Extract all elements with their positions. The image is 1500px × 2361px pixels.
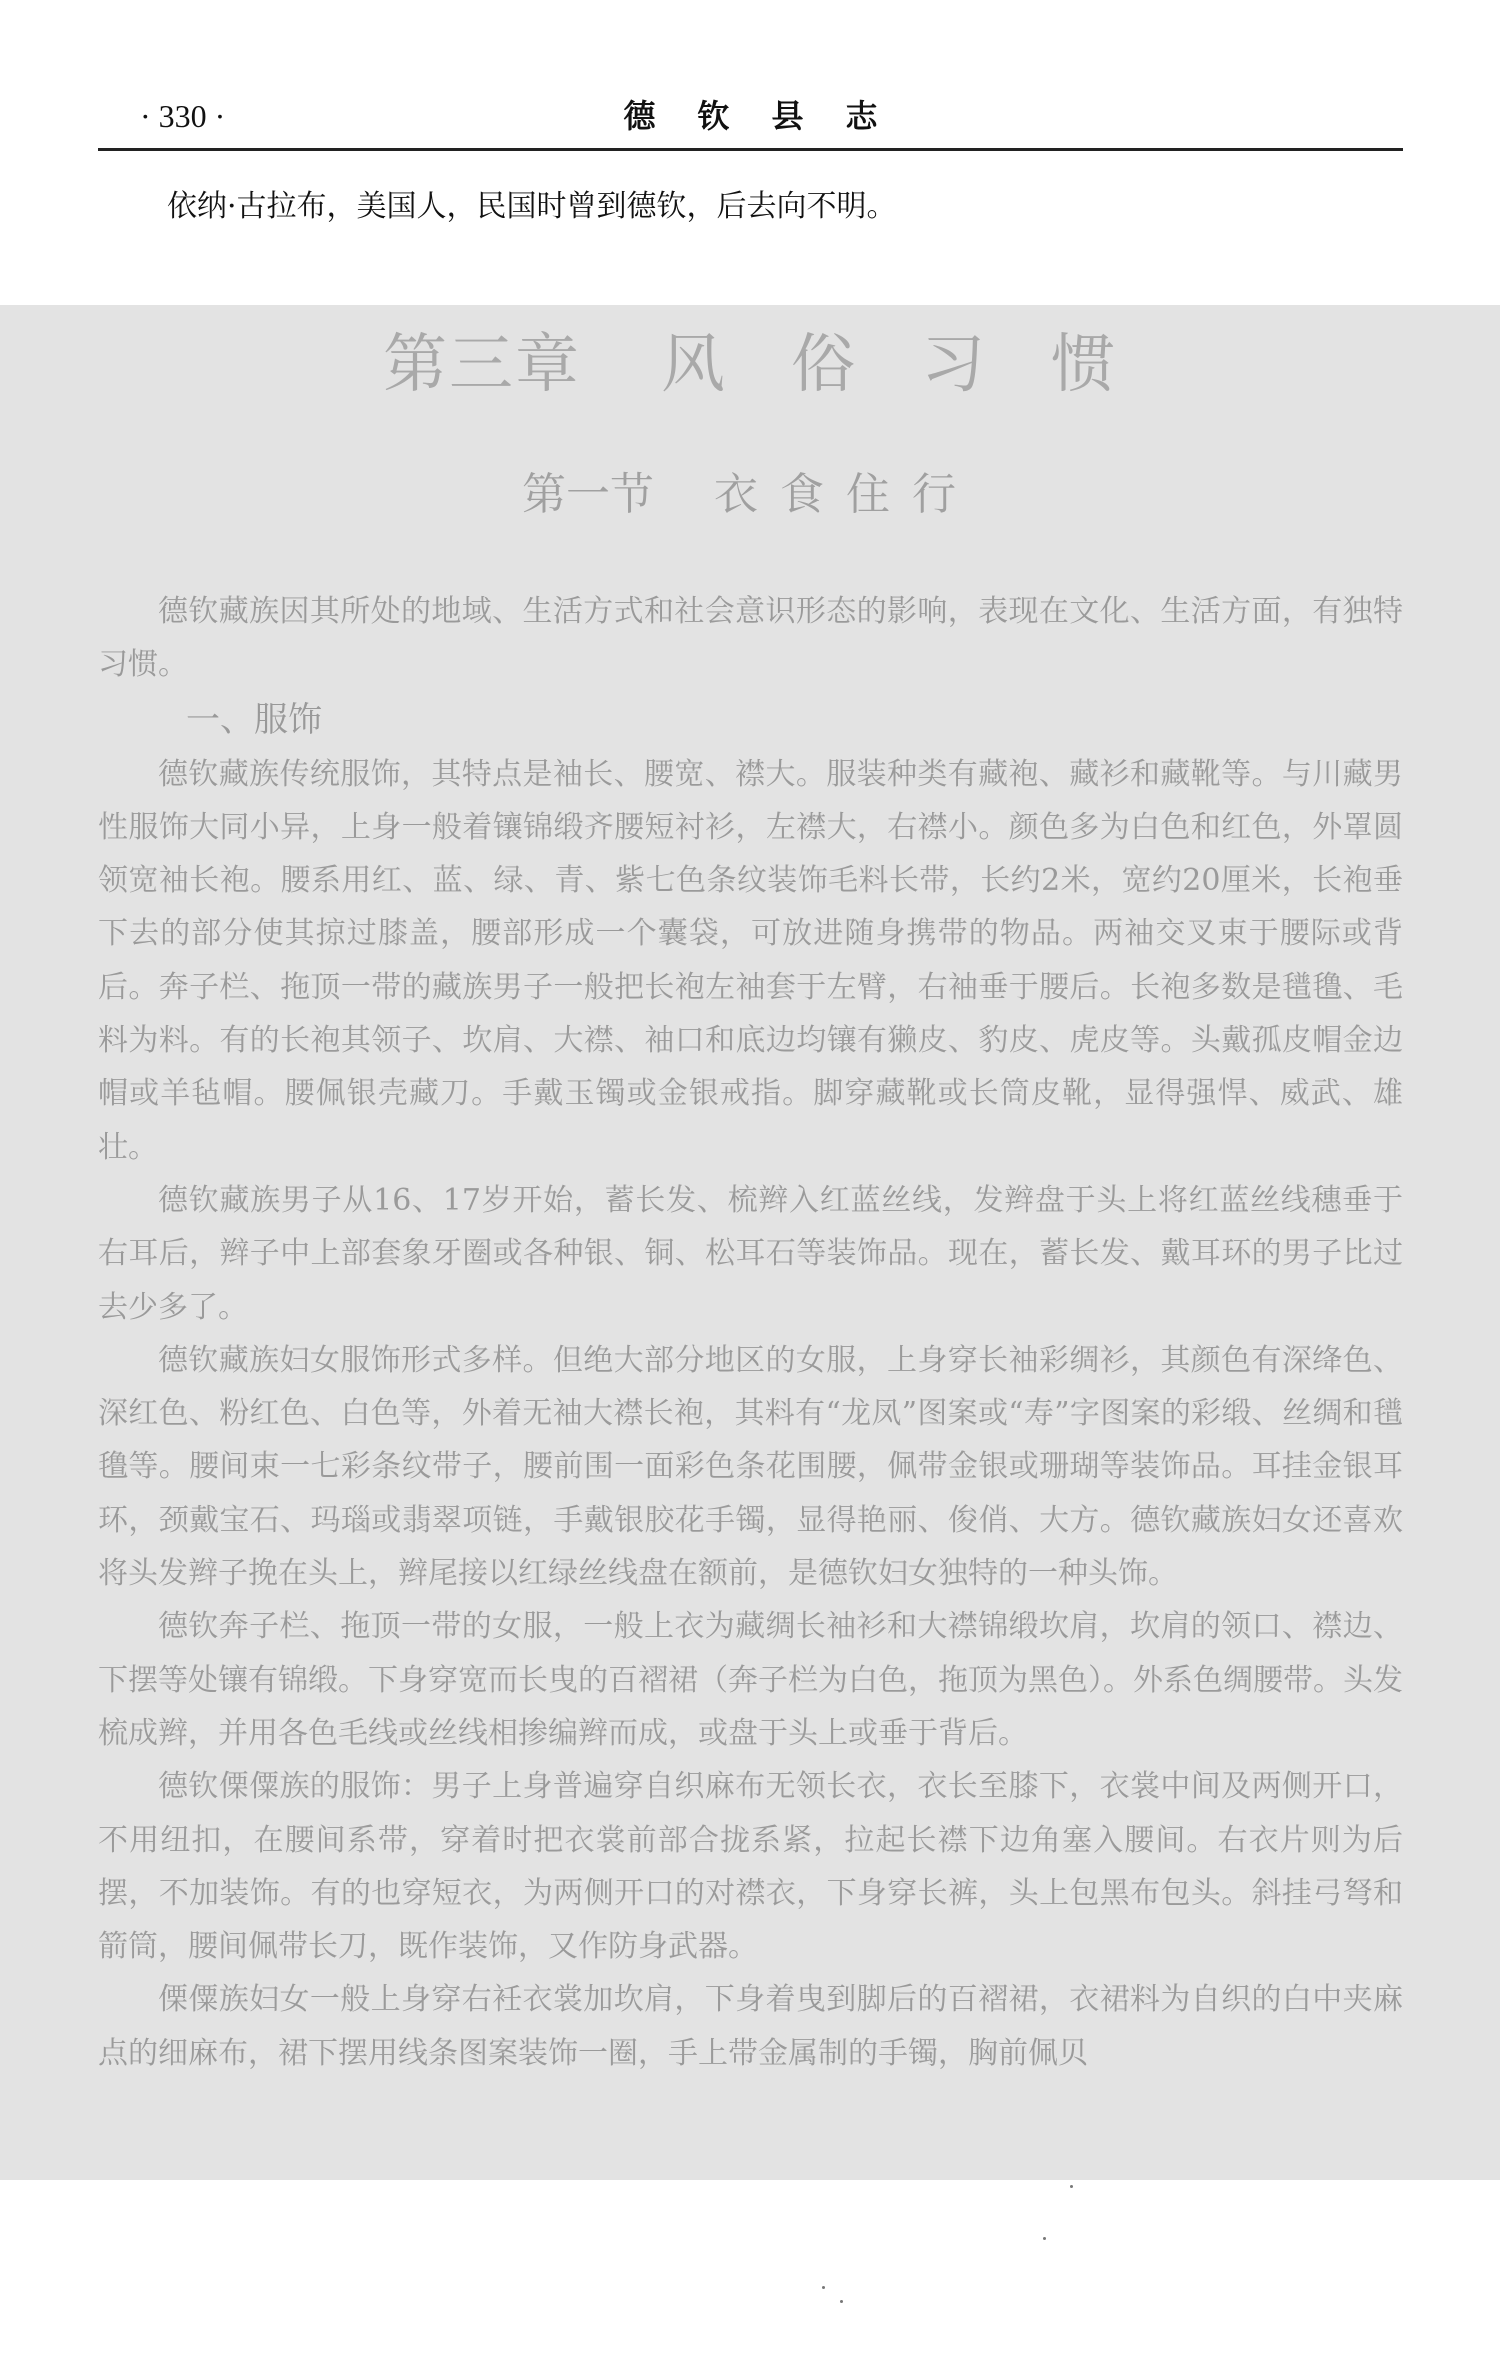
header-rule	[98, 148, 1403, 151]
scan-speck	[1043, 2237, 1046, 2240]
body-text	[98, 585, 1403, 2080]
subsection-heading: 一、服饰	[186, 699, 322, 740]
scan-speck	[840, 2300, 843, 2303]
chapter-char: 俗	[791, 328, 857, 402]
paragraph: 德钦藏族男子从16、17岁开始，蓄长发、梳辫入红蓝丝线，发辫盘于头上将红蓝丝线穗垂于右耳后，辫子中上部套象牙圈或各种银、铜、松耳石等装饰品。现在，蓄长发、戴耳环的男子比过去少多了。	[98, 1182, 1403, 1325]
paragraph: 德钦傈僳族的服饰：男子上身普遍穿自织麻布无领长衣，衣长至膝下，衣裳中间及两侧开口，不用纽扣，在腰间系带，穿着时把衣裳前部合拢系紧，拉起长襟下边角塞入腰间。右衣片则为后摆，不加装饰。有的也穿短衣，为两侧开口的对襟衣，下身穿长裤，头上包黑布包头。斜挂弓弩和箭筒，腰间佩带长刀，既作装饰，又作防身武器。	[98, 1769, 1403, 1965]
running-title: 德钦县志	[623, 97, 920, 135]
paragraph: 德钦奔子栏、拖顶一带的女服，一般上衣为藏绸长袖衫和大襟锦缎坎肩，坎肩的领口、襟边、下摆等处镶有锦缎。下身穿宽而长曳的百褶裙（奔子栏为白色，拖顶为黑色）。外系色绸腰带。头发梳成辫，并用各色毛线或丝线相掺编辫而成，或盘于头上或垂于背后。	[98, 1609, 1403, 1751]
chapter-char: 惯	[1051, 328, 1117, 402]
section-name: 衣食住行	[714, 469, 978, 520]
page-header	[98, 92, 1403, 142]
scan-speck	[822, 2286, 825, 2289]
chapter-char: 风	[661, 328, 727, 402]
paragraph: 德钦藏族妇女服饰形式多样。但绝大部分地区的女服，上身穿长袖彩绸衫，其颜色有深绛色、深红色、粉红色、白色等，外着无袖大襟长袍，其料有“龙凤”图案或“寿”字图案的彩缎、丝绸和氆氇等。腰间束一七彩条纹带子，腰前围一面彩色条花围腰，佩带金银或珊瑚等装饰品。耳挂金银耳环，颈戴宝石、玛瑙或翡翠项链，手戴银胶花手镯，显得艳丽、俊俏、大方。德钦藏族妇女还喜欢将头发辫子挽在头上，辫尾接以红绿丝线盘在额前，是德钦妇女独特的一种头饰。	[98, 1342, 1403, 1592]
paragraph: 傈僳族妇女一般上身穿右衽衣裳加坎肩，下身着曳到脚后的百褶裙，衣裙料为自织的白中夹麻点的细麻布，裙下摆用线条图案装饰一圈，手上带金属制的手镯，胸前佩贝	[98, 1982, 1403, 2071]
section-number: 第一节	[522, 469, 654, 520]
section-title	[0, 460, 1500, 530]
page-number: · 330 ·	[140, 98, 226, 134]
intro-paragraph: 德钦藏族因其所处的地域、生活方式和社会意识形态的影响，表现在文化、生活方面，有独特习惯。	[98, 594, 1403, 683]
paragraph: 德钦藏族传统服饰，其特点是袖长、腰宽、襟大。服装种类有藏袍、藏衫和藏靴等。与川藏男性服饰大同小异，上身一般着镶锦缎齐腰短衬衫，左襟大，右襟小。颜色多为白色和红色，外罩圆领宽袖长袍。腰系用红、蓝、绿、青、紫七色条纹装饰毛料长带，长约2米，宽约20厘米，长袍垂下去的部分使其掠过膝盖，腰部形成一个囊袋，可放进随身携带的物品。两袖交叉束于腰际或背后。奔子栏、拖顶一带的藏族男子一般把长袍左袖套于左臂，右袖垂于腰后。长袍多数是氆氇、毛料为料。有的长袍其领子、坎肩、大襟、袖口和底边均镶有獭皮、豹皮、虎皮等。头戴孤皮帽金边帽或羊毡帽。腰佩银壳藏刀。手戴玉镯或金银戒指。脚穿藏靴或长筒皮靴，显得强悍、威武、雄壮。	[98, 756, 1403, 1165]
continuation-line: 依纳·古拉布，美国人，民国时曾到德钦，后去向不明。	[167, 189, 897, 224]
chapter-char: 习	[921, 328, 987, 402]
scan-speck	[1070, 2185, 1073, 2188]
chapter-number: 第三章	[383, 328, 581, 402]
chapter-title	[0, 320, 1500, 410]
